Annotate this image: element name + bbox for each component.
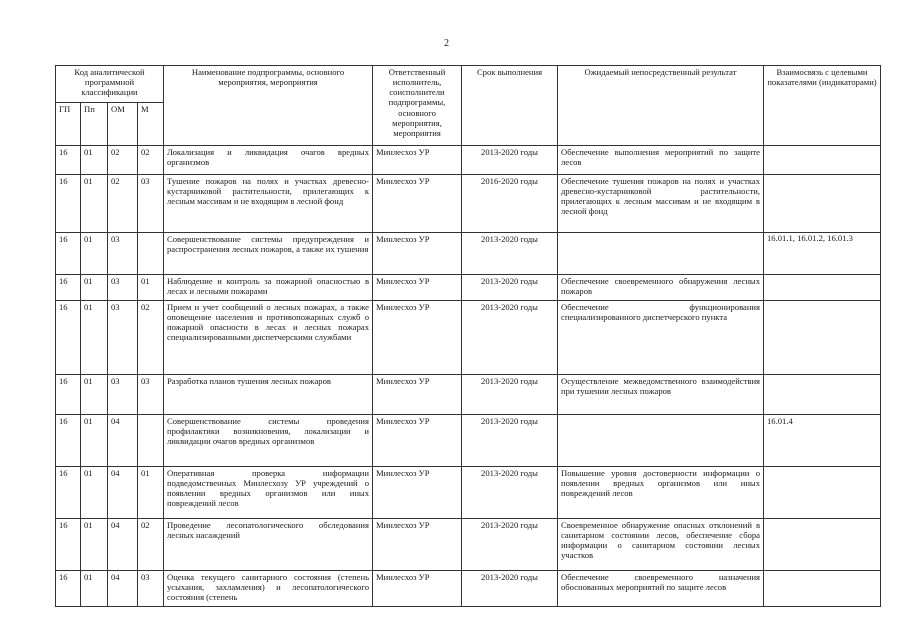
cell-m: 02 [138, 519, 164, 571]
cell-result [558, 415, 764, 467]
cell-term: 2013-2020 годы [462, 233, 558, 275]
cell-term: 2013-2020 годы [462, 467, 558, 519]
cell-pp: 01 [81, 467, 108, 519]
cell-responsible: Минлесхоз УР [373, 275, 462, 301]
cell-m: 02 [138, 301, 164, 375]
code-om-header: ОМ [108, 103, 138, 146]
cell-term: 2013-2020 годы [462, 375, 558, 415]
cell-om: 03 [108, 275, 138, 301]
responsible-header: Ответственный исполнитель, соисполнители подпрограммы, основного мероприятия, мероприятия [373, 66, 462, 146]
code-pp-header: Пп [81, 103, 108, 146]
table-row [56, 467, 881, 519]
cell-name: Совершенствование системы проведения профилактики возникновения, локализации и ликвидации очагов вредных организмов [164, 415, 373, 467]
link-header: Взаимосвязь с целевыми показателями (индикаторами) [764, 66, 881, 146]
cell-pp: 01 [81, 175, 108, 233]
cell-term: 2013-2020 годы [462, 571, 558, 607]
cell-pp: 01 [81, 519, 108, 571]
cell-result: Своевременное обнаружение опасных отклонений в санитарном состоянии лесов, обеспечение сбора информации о санитарном состоянии лесных участков [558, 519, 764, 571]
cell-om: 04 [108, 571, 138, 607]
table-row [56, 375, 881, 415]
cell-pp: 01 [81, 301, 108, 375]
cell-result: Обеспечение функционирования специализированного диспетчерского пункта [558, 301, 764, 375]
cell-gp: 16 [56, 415, 81, 467]
cell-m: 03 [138, 375, 164, 415]
cell-pp: 01 [81, 375, 108, 415]
cell-pp: 01 [81, 571, 108, 607]
name-header: Наименование подпрограммы, основного мероприятия, мероприятия [164, 66, 373, 146]
cell-link [764, 467, 881, 519]
cell-link [764, 146, 881, 175]
cell-gp: 16 [56, 301, 81, 375]
cell-om: 03 [108, 375, 138, 415]
result-header: Ожидаемый непосредственный результат [558, 66, 764, 146]
table-row [56, 146, 881, 175]
table-row [56, 233, 881, 275]
table-row [56, 175, 881, 233]
cell-link [764, 301, 881, 375]
cell-term: 2013-2020 годы [462, 415, 558, 467]
cell-name: Оценка текущего санитарного состояния (степень усыхания, захламления) и лесопатологического состояния (степень [164, 571, 373, 607]
cell-m: 02 [138, 146, 164, 175]
cell-name: Локализация и ликвидация очагов вредных организмов [164, 146, 373, 175]
cell-om: 04 [108, 519, 138, 571]
cell-gp: 16 [56, 519, 81, 571]
cell-link: 16.01.4 [764, 415, 881, 467]
cell-om: 04 [108, 415, 138, 467]
cell-link: 16.01.1, 16.01.2, 16.01.3 [764, 233, 881, 275]
cell-gp: 16 [56, 275, 81, 301]
cell-term: 2013-2020 годы [462, 275, 558, 301]
cell-m [138, 233, 164, 275]
cell-responsible: Минлесхоз УР [373, 301, 462, 375]
cell-result: Повышение уровня достоверности информации о появлении вредных организмов или иных повреждений лесов [558, 467, 764, 519]
cell-pp: 01 [81, 233, 108, 275]
cell-term: 2013-2020 годы [462, 146, 558, 175]
cell-m: 03 [138, 571, 164, 607]
cell-om: 04 [108, 467, 138, 519]
cell-gp: 16 [56, 175, 81, 233]
cell-name: Оперативная проверка информации подведомственных Минлесхозу УР учреждений о появлении вредных организмов или иных повреждений лесов [164, 467, 373, 519]
cell-result: Осуществление межведомственного взаимодействия при тушении лесных пожаров [558, 375, 764, 415]
cell-gp: 16 [56, 375, 81, 415]
program-table [55, 65, 881, 607]
cell-responsible: Минлесхоз УР [373, 375, 462, 415]
code-m-header: М [138, 103, 164, 146]
term-header: Срок выполнения [462, 66, 558, 146]
cell-gp: 16 [56, 233, 81, 275]
cell-om: 02 [108, 146, 138, 175]
table-row [56, 519, 881, 571]
cell-m [138, 415, 164, 467]
cell-name: Проведение лесопатологического обследования лесных насаждений [164, 519, 373, 571]
cell-responsible: Минлесхоз УР [373, 467, 462, 519]
cell-result: Обеспечение своевременного назначения обоснованных мероприятий по защите лесов [558, 571, 764, 607]
cell-result: Обеспечение своевременного обнаружения лесных пожаров [558, 275, 764, 301]
cell-om: 03 [108, 233, 138, 275]
cell-link [764, 519, 881, 571]
table-row [56, 275, 881, 301]
cell-gp: 16 [56, 146, 81, 175]
table-row [56, 301, 881, 375]
cell-link [764, 571, 881, 607]
code-group-header: Код аналитической программной классификации [56, 66, 164, 103]
table-row [56, 571, 881, 607]
cell-result: Обеспечение тушения пожаров на полях и участках древесно-кустарниковой растительности, прилегающих к лесным массивам и не входящим в лесной фонд [558, 175, 764, 233]
cell-link [764, 375, 881, 415]
cell-name: Совершенствование системы предупреждения и распространения лесных пожаров, а также их тушения [164, 233, 373, 275]
cell-om: 03 [108, 301, 138, 375]
cell-pp: 01 [81, 146, 108, 175]
cell-responsible: Минлесхоз УР [373, 415, 462, 467]
cell-m: 01 [138, 467, 164, 519]
cell-om: 02 [108, 175, 138, 233]
table-row [56, 415, 881, 467]
cell-name: Тушение пожаров на полях и участках древесно-кустарниковой растительности, прилегающих к лесным массивам и не входящим в лесной фонд [164, 175, 373, 233]
cell-gp: 16 [56, 467, 81, 519]
cell-name: Наблюдение и контроль за пожарной опасностью в лесах и лесными пожарами [164, 275, 373, 301]
cell-responsible: Минлесхоз УР [373, 233, 462, 275]
cell-name: Разработка планов тушения лесных пожаров [164, 375, 373, 415]
cell-term: 2016-2020 годы [462, 175, 558, 233]
cell-result [558, 233, 764, 275]
cell-term: 2013-2020 годы [462, 301, 558, 375]
cell-responsible: Минлесхоз УР [373, 519, 462, 571]
cell-m: 01 [138, 275, 164, 301]
cell-pp: 01 [81, 415, 108, 467]
cell-gp: 16 [56, 571, 81, 607]
cell-result: Обеспечение выполнения мероприятий по защите лесов [558, 146, 764, 175]
table-header-row [56, 66, 881, 103]
cell-link [764, 175, 881, 233]
cell-link [764, 275, 881, 301]
cell-term: 2013-2020 годы [462, 519, 558, 571]
cell-responsible: Минлесхоз УР [373, 146, 462, 175]
cell-m: 03 [138, 175, 164, 233]
cell-responsible: Минлесхоз УР [373, 175, 462, 233]
cell-pp: 01 [81, 275, 108, 301]
cell-responsible: Минлесхоз УР [373, 571, 462, 607]
cell-name: Прием и учет сообщений о лесных пожарах, а также оповещение населения и противопожарных служб о пожарной опасности в лесах и лесных пожарах специализированными диспетчерскими службами [164, 301, 373, 375]
code-gp-header: ГП [56, 103, 81, 146]
page-number: 2 [444, 38, 449, 49]
